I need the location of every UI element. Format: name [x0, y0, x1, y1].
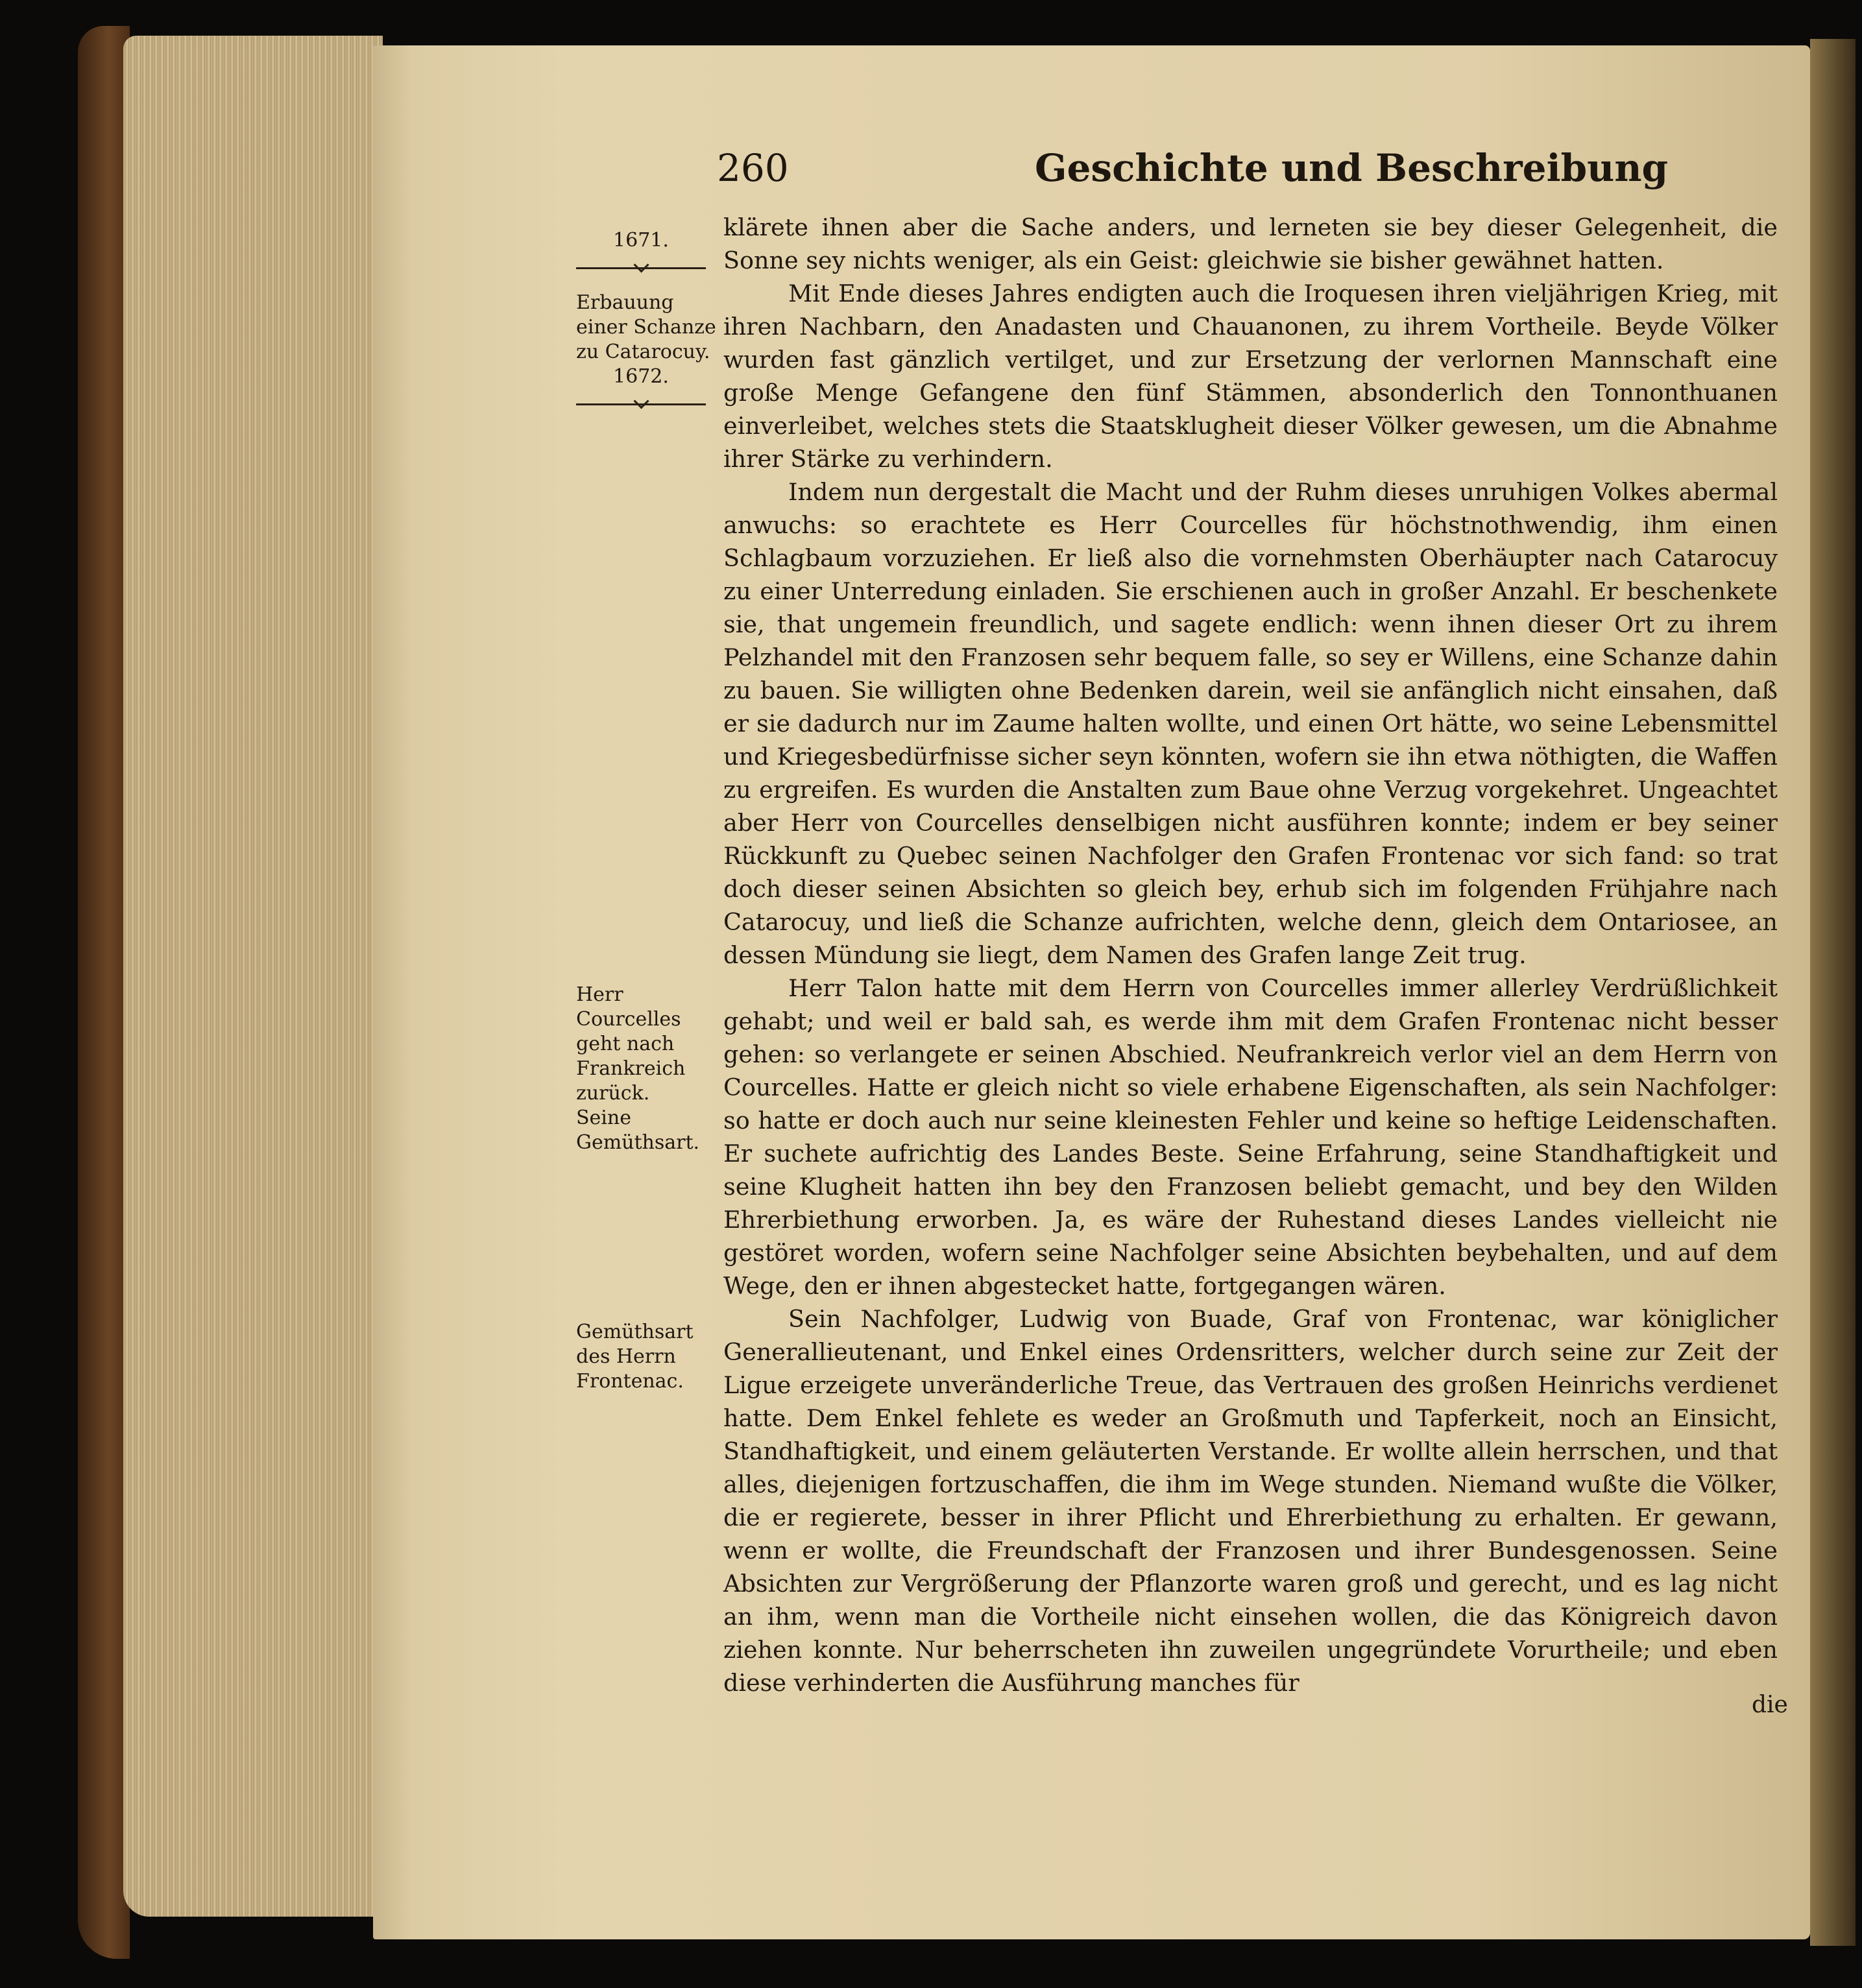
- brace-ornament: [576, 392, 706, 405]
- margin-note-courcelles: [576, 983, 706, 1155]
- catchword: die: [1752, 1692, 1788, 1718]
- running-title: Geschichte und Beschreibung: [1035, 146, 1669, 190]
- margin-note-text: Gemüthsart des Herrn Frontenac.: [576, 1321, 694, 1393]
- year-label: 1672.: [613, 365, 669, 388]
- page-stack-edge: [123, 36, 383, 1917]
- margin-note-text: Erbauung einer Schanze zu Catarocuy.: [576, 291, 716, 363]
- brace-ornament: [576, 256, 706, 269]
- year-label: 1671.: [613, 229, 669, 252]
- gutter-fold: [1810, 39, 1856, 1946]
- paragraph: Mit Ende dieses Jahres endigten auch die Iroquesen ihren vieljährigen Krieg, mit ihren Nachbarn, den Anadasten und Chauanonen, zu ihrem Vortheile. Beyde Völker wurden fast gänzlich vertilget, und zur Ersetzung der verlornen Mannschaft eine große Menge Gefangene den fünf Stämmen, absonderlich den Tonnonthuanen einverleibet, welches stets die Staatsklugheit dieser Völker gewesen, um die Abnahme ihrer Stärke zu verhindern.: [723, 280, 1778, 473]
- paragraph: Herr Talon hatte mit dem Herrn von Courcelles immer allerley Verdrüßlichkeit gehabt; und weil er bald sah, es werde ihm mit dem Grafen Frontenac nicht besser gehen: so verlangete er seinen Abschied. Neufrankreich verlor viel an dem Herrn von Courcelles. Hatte er gleich nicht so viele erhabene Eigenschaften, als sein Nachfolger: so hatte er doch auch nur seine kleinesten Fehler und keine so heftige Leidenschaften. Er suchete aufrichtig des Landes Beste. Seine Erfahrung, seine Standhaftigkeit und seine Klugheit hatten ihn bey den Franzosen beliebt gemacht, und bey den Wilden Ehrerbiethung erworben. Ja, es wäre der Ruhestand dieses Landes vielleicht nie gestöret worden, wofern seine Nachfolger seine Absichten beybehalten, und auf dem Wege, den er ihnen abgestecket hatte, fortgegangen wären.: [723, 974, 1778, 1300]
- paragraph: klärete ihnen aber die Sache anders, und lerneten sie bey dieser Gelegenheit, die Sonne sey nichts weniger, als ein Geist: gleichwie sie bisher gewähnet hatten.: [723, 213, 1778, 274]
- margin-note-schanze: [576, 291, 719, 412]
- margin-note-frontenac: [576, 1320, 706, 1394]
- book-cover-edge: [78, 26, 130, 1959]
- page-header: [717, 146, 1669, 198]
- page-number: 260: [717, 146, 789, 190]
- body-text: [723, 211, 1778, 1699]
- paragraph: Indem nun dergestalt die Macht und der Ruhm dieses unruhigen Volkes abermal anwuchs: so erachtete es Herr Courcelles für höchstnothwendig, ihm einen Schlagbaum vorzuziehen. Er ließ also die vornehmsten Oberhäupter nach Catarocuy zu einer Unterredung einladen. Sie erschienen auch in großer Anzahl. Er beschenkete sie, that ungemein freundlich, und sagete endlich: wenn ihnen dieser Ort zu ihrem Pelzhandel mit den Franzosen sehr bequem falle, so sey er Willens, eine Schanze dahin zu bauen. Sie willigten ohne Bedenken darein, weil sie anfänglich nicht einsahen, daß er sie dadurch nur im Zaume halten wollte, und einen Ort hätte, wo seine Lebensmittel und Kriegesbedürfnisse sicher seyn könnten, wofern sie ihn etwa nöthigten, die Waffen zu ergreifen. Es wurden die Anstalten zum Baue ohne Verzug vorgekehret. Ungeachtet aber Herr von Courcelles denselbigen nicht ausführen konnte; indem er bey seiner Rückkunft zu Quebec seinen Nachfolger den Grafen Frontenac vor sich fand: so trat doch dieser seinen Absichten so gleich bey, erhub sich im folgenden Frühjahre nach Catarocuy, und ließ die Schanze aufrichten, welche denn, gleich dem Ontariosee, an dessen Mündung sie liegt, dem Namen des Grafen lange Zeit trug.: [723, 478, 1778, 969]
- margin-note-text: Herr Courcelles geht nach Frankreich zurück. Seine Gemüthsart.: [576, 983, 700, 1154]
- margin-note-year-1671: [576, 228, 706, 276]
- paragraph: Sein Nachfolger, Ludwig von Buade, Graf von Frontenac, war königlicher Generallieutenant, und Enkel eines Ordensritters, welcher durch seine zur Zeit der Ligue erzeigete unveränderliche Treue, das Vertrauen des großen Heinrichs verdienet hatte. Dem Enkel fehlete es weder an Großmuth und Tapferkeit, noch an Einsicht, Standhaftigkeit, und einem geläuterten Verstande. Er wollte allein herrschen, und that alles, diejenigen fortzuschaffen, die ihm im Wege stunden. Niemand wußte die Völker, die er regierete, besser in ihrer Pflicht und Ehrerbiethung zu erhalten. Er gewann, wenn er wollte, die Freundschaft der Franzosen und ihrer Bundesgenossen. Seine Absichten zur Vergrößerung der Pflanzorte waren groß und gerecht, und es lag nicht an ihm, wenn man die Vortheile nicht einsehen wollen, die das Königreich davon ziehen konnte. Nur beherrscheten ihn zuweilen ungegründete Vorurtheile; und eben diese verhinderten die Ausführung manches für: [723, 1305, 1778, 1697]
